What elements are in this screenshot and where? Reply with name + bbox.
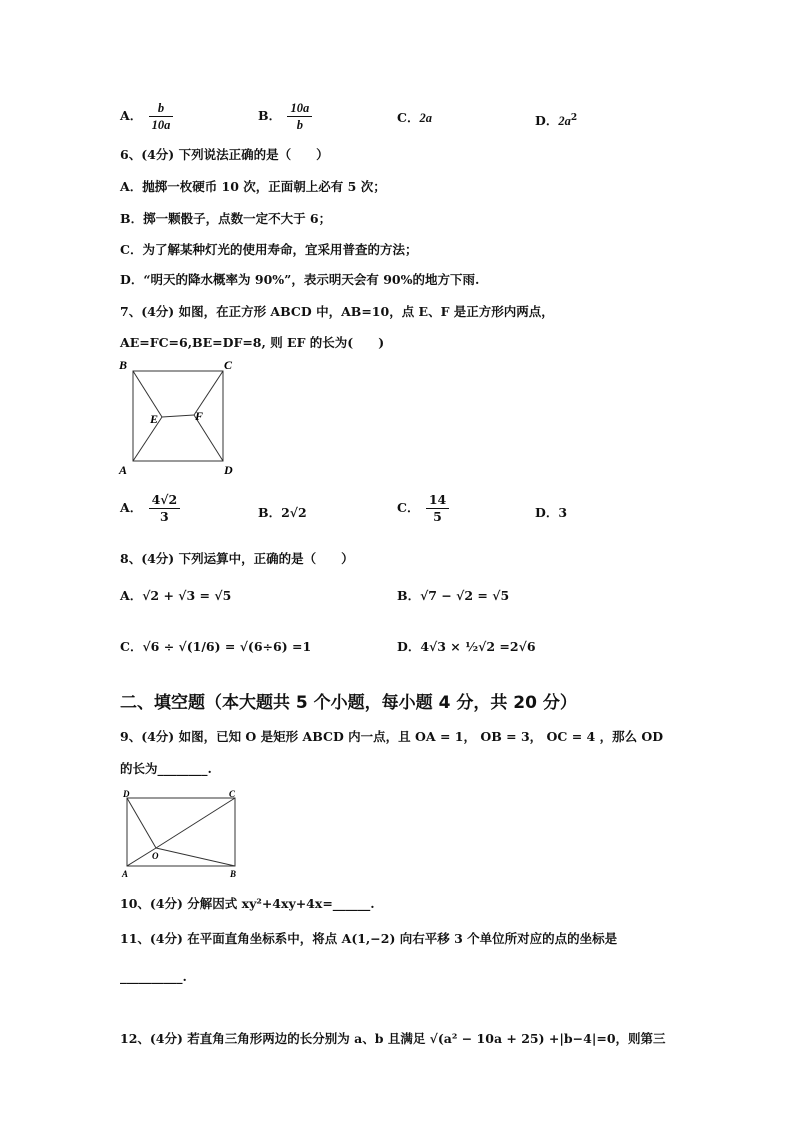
q7-option-d: D．3: [535, 505, 568, 520]
q12-stem: 12、(4分) 若直角三角形两边的长分别为 a、b 且满足 √(a² − 10a + 25) +|b−4|=0，则第三: [120, 1031, 666, 1046]
q5-option-b-fraction: $\frac{10a}{b}$: [287, 100, 312, 133]
q6-option-c: C．为了解某种灯光的使用寿命，宜采用普查的方法；: [120, 242, 418, 257]
label-e: E: [150, 412, 159, 426]
q5-option-b: B． $\frac{10a}{b}$: [258, 100, 314, 133]
label-c: C: [229, 789, 236, 799]
q11-stem-line1: 11、(4分) 在平面直角坐标系中，将点 A(1,−2) 向右平移 3 个单位所对应的点的坐标是: [120, 931, 618, 946]
q6-option-b: B．掷一颗骰子，点数一定不大于 6；: [120, 211, 332, 226]
label-c: C: [224, 358, 233, 372]
q5-option-c: C．2a: [397, 110, 432, 125]
q8-option-d: D．4√3 × ½√2 =2√6: [397, 639, 536, 654]
label-a: A: [119, 463, 128, 477]
q7-option-a: A． $\frac{4√2}{3}$: [120, 492, 182, 525]
label-a: A: [122, 869, 129, 879]
q8-stem: 8、(4分) 下列运算中，正确的是（ ）: [120, 551, 354, 566]
section-heading-fill-in: 二、填空题（本大题共 5 个小题，每小题 4 分，共 20 分）: [120, 693, 577, 713]
q7-option-a-fraction: $\frac{4√2}{3}$: [149, 492, 181, 525]
q10-stem: 10、(4分) 分解因式 xy²+4xy+4x=______.: [120, 896, 375, 911]
q9-rectangle-figure: [118, 788, 248, 880]
label-b: B: [119, 358, 128, 372]
segment-ob: [156, 848, 235, 866]
q7-stem-line2: AE=FC=6,BE=DF=8, 则 EF 的长为( ): [120, 335, 385, 350]
q8-option-a: A．√2 + √3 = √5: [120, 588, 232, 603]
label-b: B: [230, 869, 237, 879]
q8-option-b: B．√7 − √2 = √5: [397, 588, 510, 603]
q6-option-a: A．抛掷一枚硬币 10 次，正面朝上必有 5 次；: [120, 179, 386, 194]
segment-ef: [162, 415, 194, 417]
q8-option-c: C．√6 ÷ √(1/6) = √(6÷6) =1: [120, 639, 312, 654]
q7-stem-line1: 7、(4分) 如图，在正方形 ABCD 中，AB=10，点 E、F 是正方形内两点，: [120, 304, 554, 319]
q5-option-a-fraction: $\frac{b}{10a}$: [149, 100, 174, 133]
q7-option-c-fraction: $\frac{14}{5}$: [426, 492, 449, 525]
label-d: D: [123, 789, 130, 799]
q6-stem: 6、(4分) 下列说法正确的是（ ）: [120, 147, 329, 162]
segment-oc: [156, 798, 235, 848]
q7-square-figure: [116, 356, 246, 478]
q9-stem-line2: 的长为________.: [120, 761, 212, 776]
label-d: D: [224, 463, 233, 477]
label-o: O: [152, 851, 159, 861]
segment-od: [127, 798, 156, 848]
q11-stem-line2: __________.: [120, 969, 187, 984]
q9-stem-line1: 9、(4分) 如图，已知 O 是矩形 ABCD 内一点，且 OA = 1， OB = 3， OC = 4 ，那么 OD: [120, 729, 664, 744]
label-f: F: [195, 409, 204, 423]
q7-option-c: C． $\frac{14}{5}$: [397, 492, 451, 525]
q5-option-a: A． $\frac{b}{10a}$: [120, 100, 175, 133]
segment-be: [133, 371, 162, 417]
q6-option-d: D．“明天的降水概率为 90%”，表示明天会有 90%的地方下雨.: [120, 272, 480, 287]
q7-option-b: B．2√2: [258, 505, 307, 520]
q5-option-d: D．$2a^2$: [535, 113, 578, 129]
